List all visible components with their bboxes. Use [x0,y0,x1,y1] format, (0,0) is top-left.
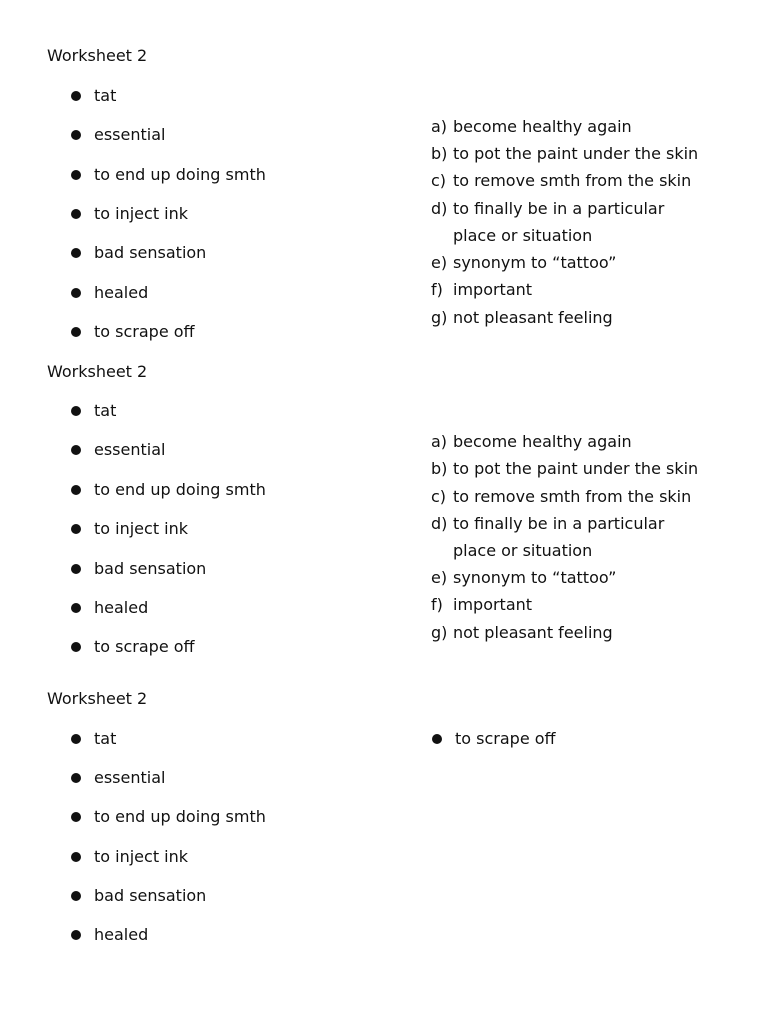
definition-item [431,459,698,479]
definition-text: to remove smth from the skin [453,171,692,190]
term-item: essential [47,440,165,460]
definition-text: become healthy again [453,432,632,451]
definition-text: not pleasant feeling [453,623,613,642]
definition-text: synonym to “tattoo” [453,568,617,587]
definition-item [431,595,532,615]
definition-text: to pot the paint under the skin [453,459,699,478]
definition-continuation: place or situation [453,226,593,245]
worksheet-title: Worksheet 2 [47,689,148,708]
definition-letter: e) [431,568,448,587]
definition-item [431,514,664,534]
term-item: to inject ink [47,847,188,867]
term-item: tat [47,86,116,106]
term-item: healed [47,925,148,945]
term-item: healed [47,283,148,303]
definition-item [431,623,613,643]
worksheet-title: Worksheet 2 [47,362,148,381]
definition-item [431,144,698,164]
definition-item [431,199,664,219]
term-item: bad sensation [47,559,206,579]
worksheet-title: Worksheet 2 [47,46,148,65]
definition-letter: d) [431,514,448,533]
definition-letter: f) [431,595,443,614]
term-item: to end up doing smth [47,480,266,500]
definition-letter: b) [431,144,448,163]
definition-letter: g) [431,623,448,642]
definition-letter: b) [431,459,448,478]
definition-letter: e) [431,253,448,272]
term-item: to inject ink [47,519,188,539]
term-item: essential [47,125,165,145]
term-item: to end up doing smth [47,807,266,827]
definition-text: important [453,280,533,299]
definition-letter: c) [431,171,447,190]
definition-item [431,568,616,588]
definition-item [431,280,532,300]
definition-letter: c) [431,487,447,506]
definition-item [431,117,632,137]
term-item: bad sensation [47,243,206,263]
term-item: to scrape off [47,322,195,342]
definition-item [431,171,691,191]
definition-continuation: place or situation [453,541,593,560]
term-item: healed [47,598,148,618]
definition-text: to remove smth from the skin [453,487,692,506]
definition-letter: a) [431,432,448,451]
definition-text: to finally be in a particular [453,514,665,533]
definition-item [431,487,691,507]
definition-text: to finally be in a particular [453,199,665,218]
term-item: tat [47,729,116,749]
definition-text: to pot the paint under the skin [453,144,699,163]
term-item: bad sensation [47,886,206,906]
term-item: to scrape off [408,729,556,749]
definition-item [431,308,613,328]
term-item: tat [47,401,116,421]
definition-letter: g) [431,308,448,327]
definition-letter: d) [431,199,448,218]
term-item: to scrape off [47,637,195,657]
term-item: essential [47,768,165,788]
definition-item [431,432,632,452]
definition-letter: f) [431,280,443,299]
definition-text: not pleasant feeling [453,308,613,327]
definition-letter: a) [431,117,448,136]
definition-text: synonym to “tattoo” [453,253,617,272]
term-item: to end up doing smth [47,165,266,185]
definition-text: become healthy again [453,117,632,136]
definition-text: important [453,595,533,614]
definition-item [431,253,616,273]
term-item: to inject ink [47,204,188,224]
